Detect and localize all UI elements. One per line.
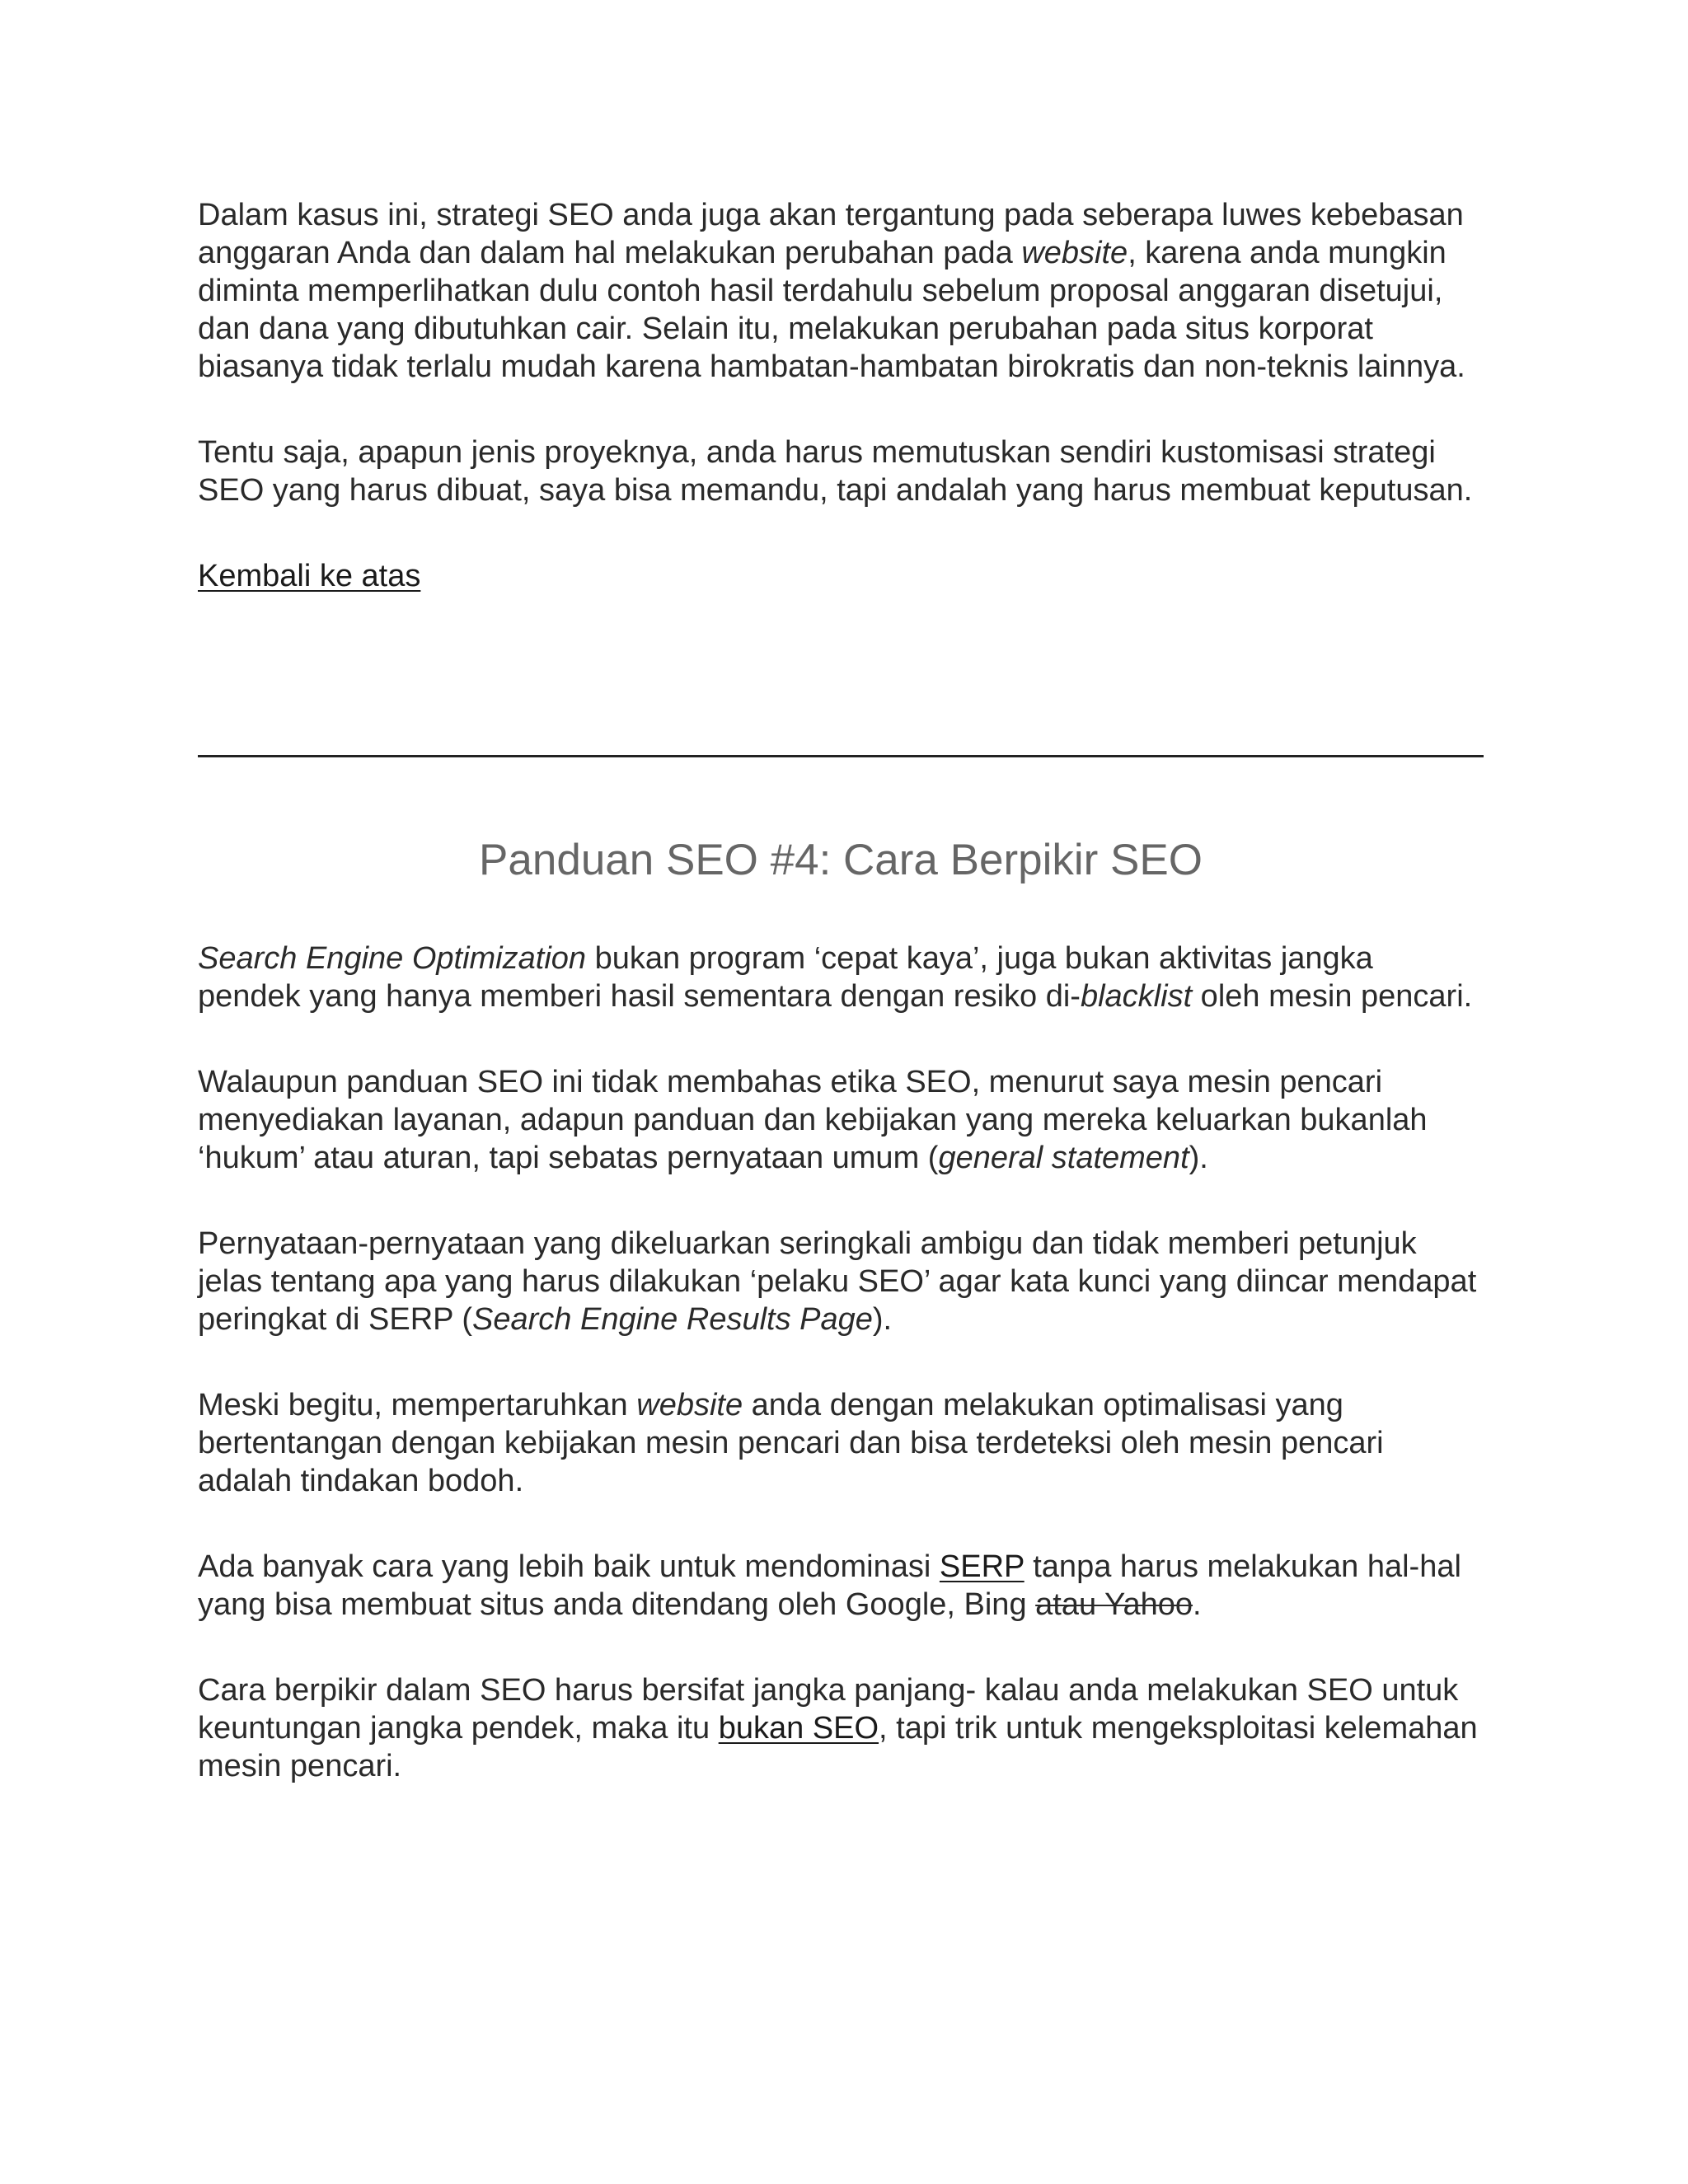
italic-text: general statement <box>938 1141 1189 1175</box>
italic-text: blacklist <box>1080 979 1193 1014</box>
text-run: ). <box>872 1302 893 1337</box>
horizontal-divider <box>198 755 1484 757</box>
paragraph-risk <box>198 1386 1484 1500</box>
paragraph-budget <box>198 196 1484 386</box>
text-run: Pernyataan-pernyataan yang dikeluarkan seringkali ambigu dan tidak memberi petunjuk jelas tentang apa yang harus dilakukan ‘pelaku SEO’ agar kata kunci yang diincar mendapat peringkat di SERP ( <box>198 1226 1477 1337</box>
text-run: . <box>1193 1587 1202 1622</box>
section-seo-mindset <box>198 940 1484 1785</box>
text-run: Meski begitu, mempertaruhkan <box>198 1388 637 1422</box>
italic-text: Search Engine Optimization <box>198 941 587 976</box>
italic-text: website <box>636 1388 743 1422</box>
text-run: , tapi trik untuk mengeksploitasi kelemahan mesin pencari. <box>198 1711 1478 1783</box>
serp-link[interactable]: SERP <box>939 1549 1025 1584</box>
text-run: Walaupun panduan SEO ini tidak membahas etika SEO, menurut saya mesin pencari menyediakan layanan, adapun panduan dan kebijakan yang mereka keluarkan bukanlah ‘hukum’ atau aturan, tapi sebatas pernyataan umum ( <box>198 1065 1428 1175</box>
text-run: Cara berpikir dalam SEO harus bersifat jangka panjang- kalau anda melakukan SEO untuk keuntungan jangka pendek, maka itu <box>198 1673 1459 1746</box>
text-run: ). <box>1189 1141 1208 1175</box>
strikethrough-text: atau Yahoo <box>1035 1587 1193 1622</box>
text-run: Ada banyak cara yang lebih baik untuk mendominasi <box>198 1549 940 1584</box>
text-run: bukan program ‘cepat kaya’, juga bukan aktivitas jangka pendek yang hanya memberi hasil sementara dengan resiko di- <box>198 941 1373 1014</box>
italic-text: website <box>1021 236 1128 270</box>
paragraph-ethics <box>198 1063 1484 1177</box>
text-run: tanpa harus melakukan hal-hal yang bisa membuat situs anda ditendang oleh Google, Bing <box>198 1549 1461 1622</box>
paragraph-decision: Tentu saja, apapun jenis proyeknya, anda harus memutuskan sendiri kustomisasi strategi SEO yang harus dibuat, saya bisa memandu, tapi andalah yang harus membuat keputusan. <box>198 435 1473 508</box>
text-run: Dalam kasus ini, strategi SEO anda juga akan tergantung pada seberapa luwes kebebasan anggaran Anda dan dalam hal melakukan perubahan pada <box>198 198 1464 270</box>
paragraph-not-get-rich <box>198 940 1484 1015</box>
section-intro <box>198 196 1484 595</box>
text-run: , karena anda mungkin diminta memperlihatkan dulu contoh hasil terdahulu sebelum proposal anggaran disetujui, dan dana yang dibutuhkan cair. Selain itu, melakukan perubahan pada situs korporat biasanya tidak terlalu mudah karena hambatan-hambatan birokratis dan non-teknis lainnya. <box>198 236 1465 384</box>
paragraph-dominate-serp <box>198 1548 1484 1624</box>
text-run: anda dengan melakukan optimalisasi yang bertentangan dengan kebijakan mesin pencari dan bisa terdeteksi oleh mesin pencari adalah tindakan bodoh. <box>198 1388 1384 1498</box>
paragraph-ambiguous-statements <box>198 1225 1484 1338</box>
paragraph-long-term <box>198 1671 1484 1785</box>
back-to-top-paragraph <box>198 557 1484 595</box>
back-to-top-link[interactable]: Kembali ke atas <box>198 559 421 593</box>
text-run: oleh mesin pencari. <box>1192 979 1473 1014</box>
bukan-seo-link[interactable]: bukan SEO <box>718 1711 879 1746</box>
italic-text: Search Engine Results Page <box>472 1302 873 1337</box>
section-heading: Panduan SEO #4: Cara Berpikir SEO <box>479 836 1203 884</box>
